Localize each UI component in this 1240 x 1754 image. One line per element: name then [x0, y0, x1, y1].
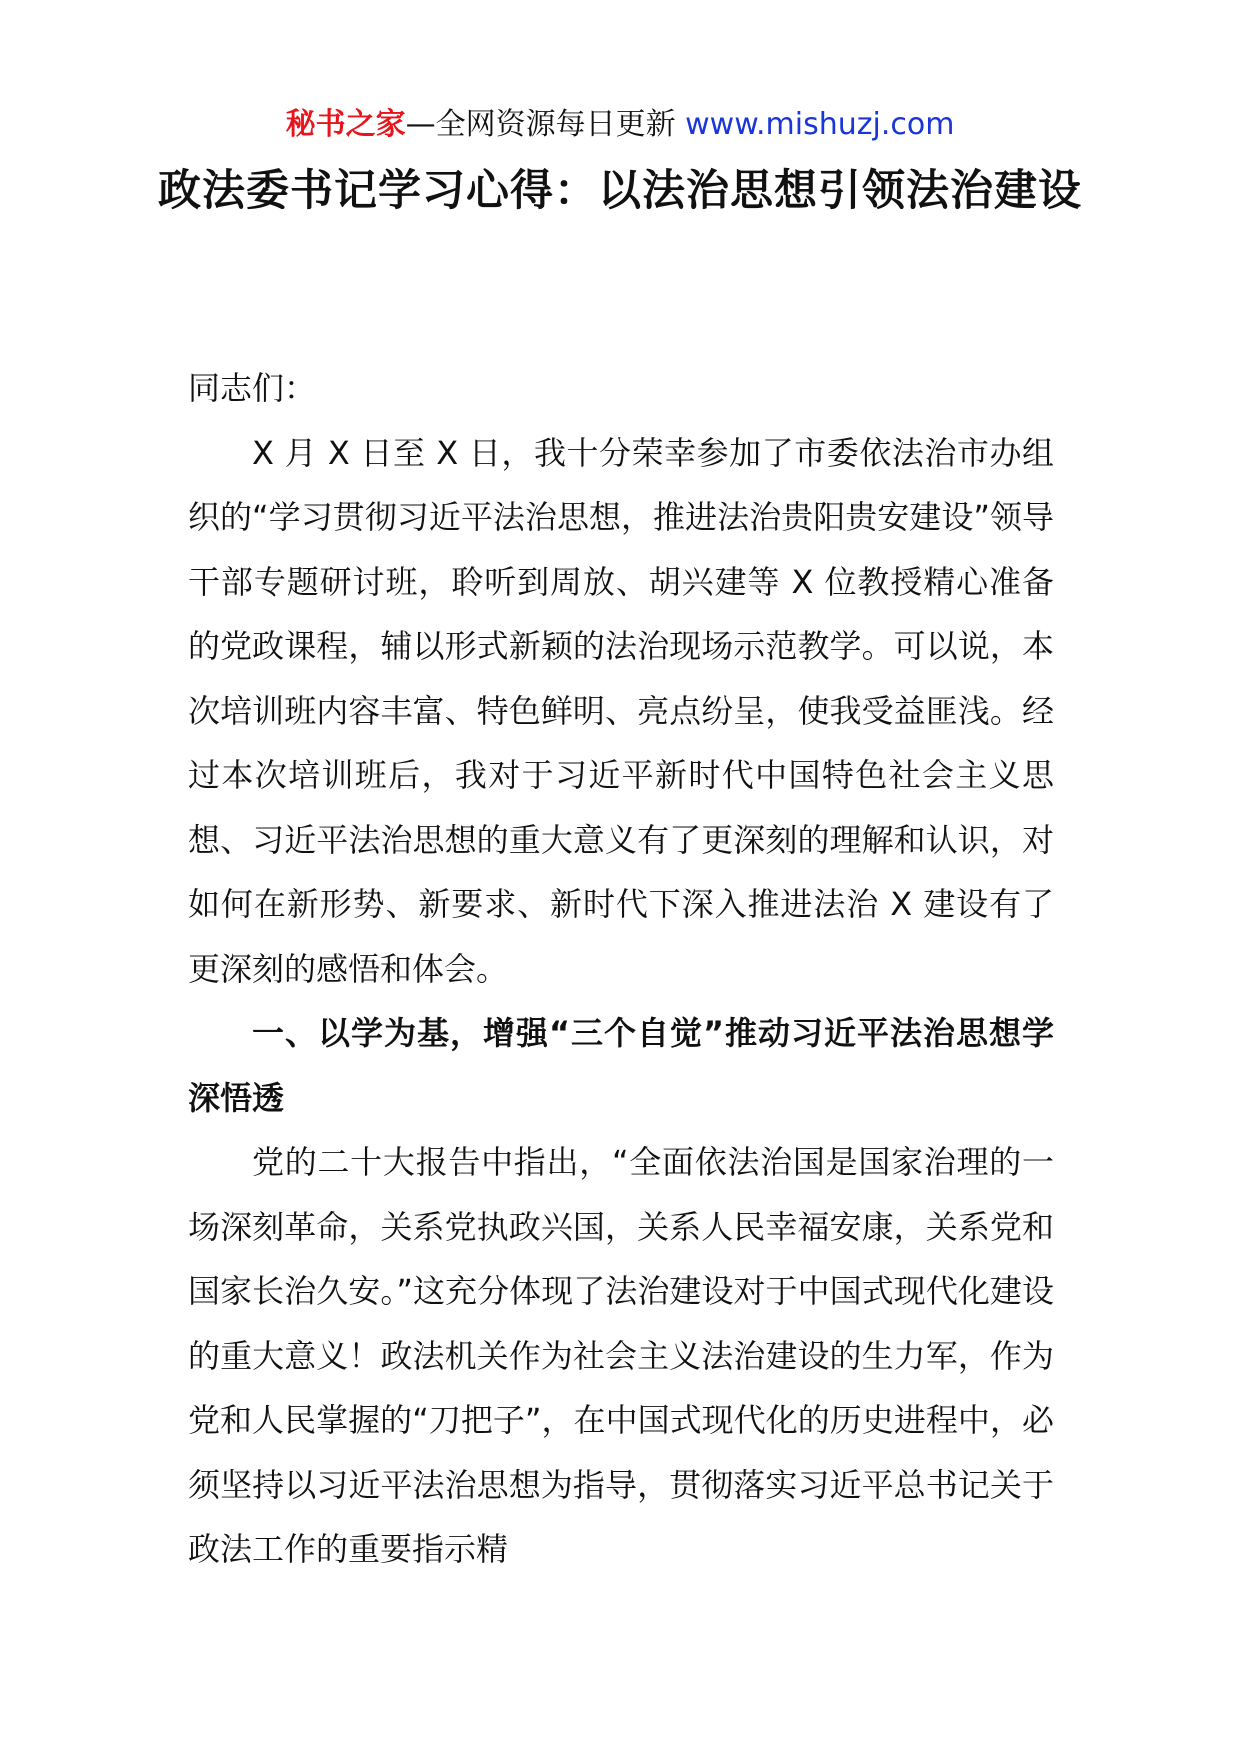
page-header [0, 98, 1240, 152]
site-url: www.mishuzj.com [685, 107, 955, 142]
section-heading-1: 一、以学为基，增强“三个自觉”推动习近平法治思想学深悟透 [188, 1014, 1054, 1117]
salutation: 同志们： [188, 369, 317, 407]
document-body [188, 356, 1054, 1582]
document-title: 政法委书记学习心得：以法治思想引领法治建设 [158, 166, 1082, 216]
paragraph-section-1: 党的二十大报告中指出，“全面依法治国是国家治理的一场深刻革命，关系党执政兴国，关系人民幸福安康，关系党和国家长治久安。”这充分体现了法治建设对于中国式现代化建设的重大意义！政法机关作为社会主义法治建设的生力军，作为党和人民掌握的“刀把子”，在中国式现代化的历史进程中，必须坚持以习近平法治思想为指导，贯彻落实习近平总书记关于政法工作的重要指示精 [188, 1143, 1054, 1568]
header-dash: — [405, 107, 436, 142]
header-tagline: 全网资源每日更新 [435, 107, 676, 142]
paragraph-intro: X 月 X 日至 X 日，我十分荣幸参加了市委依法治市办组织的“学习贯彻习近平法治思想，推进法治贵阳贵安建设”领导干部专题研讨班，聆听到周放、胡兴建等 X 位教授精心准备的党政课程，辅以形式新颖的法治现场示范教学。可以说，本次培训班内容丰富、特色鲜明、亮点纷呈，使我受益匪浅。经过本次培训班后，我对于习近平新时代中国特色社会主义思想、习近平法治思想的重大意义有了更深刻的理解和认识，对如何在新形势、新要求、新时代下深入推进法治 X 建设有了更深刻的感悟和体会。 [188, 433, 1054, 988]
brand-name: 秘书之家 [285, 107, 406, 142]
